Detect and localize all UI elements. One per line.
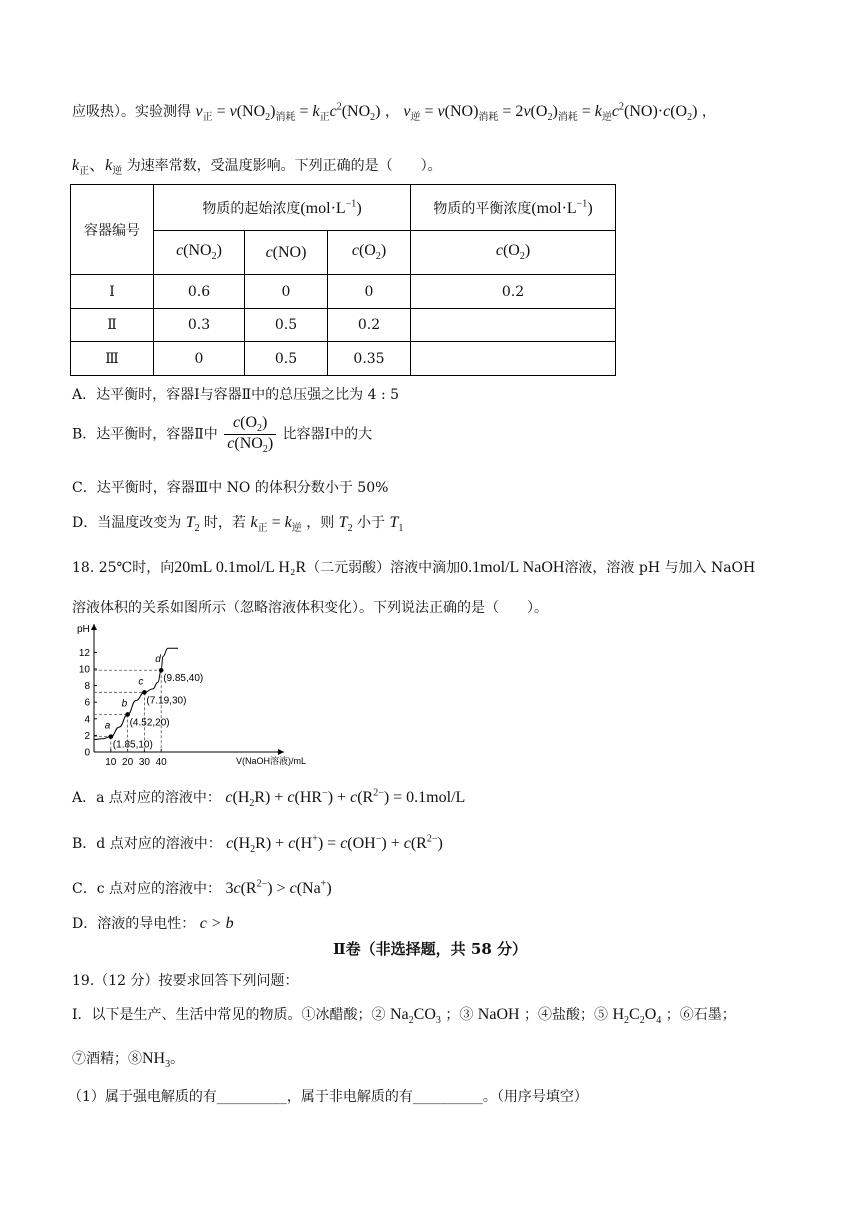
table-col-no2: $c(NO_2)$ — [154, 231, 245, 275]
point-letter-a: a — [104, 720, 111, 732]
table-row — [71, 342, 616, 376]
table-header-initial: 物质的起始浓度$(mol\cdot L^{-1})$ — [154, 185, 411, 231]
cell-o2: 0 — [328, 275, 411, 309]
q17-table — [70, 184, 616, 376]
y-tick-label: 8 — [84, 681, 90, 693]
q17-option-a: A．达平衡时，容器Ⅰ与容器Ⅱ中的总压强之比为 4 : 5 — [72, 387, 400, 403]
table-row — [71, 275, 616, 309]
y-axis-label: pH — [77, 624, 90, 635]
q18-line1: 18. 25℃时，向20mL 0.1mol/L H₂R（二元弱酸）溶液中滴加0.1mol/L NaOH溶液，溶液 pH 与加入 NaOH — [72, 559, 756, 576]
point-letter-d: d — [155, 654, 161, 666]
cell-o2: 0.2 — [328, 309, 411, 342]
cell-no2: 0.3 — [154, 309, 245, 342]
q19-title: 19.（12 分）按要求回答下列问题： — [72, 973, 299, 989]
point-coord-c: (7.19,30) — [146, 695, 187, 707]
data-point-a — [109, 734, 114, 739]
y-axis-arrow — [91, 624, 97, 630]
q17-stem: 为速率常数，受温度影响。下列正确的是（ ）。 — [126, 158, 442, 174]
cell-no2: 0 — [154, 342, 245, 376]
data-point-b — [125, 712, 130, 717]
table-col-o2: $c(O_2)$ — [328, 231, 411, 275]
data-point-d — [159, 668, 164, 673]
y-tick-label: 2 — [84, 730, 90, 742]
data-point-c — [142, 690, 147, 695]
q18-option-c: C．c 点对应的溶液中： $3c(R^{2-}) > c(Na^+)$ — [72, 878, 332, 897]
q19-part1-line2: ⑦酒精；$⑧NH_3$。 — [72, 1050, 185, 1071]
row-id: Ⅰ — [71, 275, 154, 309]
point-letter-c: c — [138, 676, 144, 688]
cell-eq: 0.2 — [411, 275, 616, 309]
cell-no2: 0.6 — [154, 275, 245, 309]
cell-eq — [411, 309, 616, 342]
q18-option-d: D．溶液的导电性： c > b — [72, 915, 234, 932]
q17-rate-constants: $k_正$、$k_逆$ — [72, 157, 123, 178]
y-tick-label: 0 — [84, 747, 90, 759]
point-coord-b: (4.52,20) — [129, 717, 170, 729]
ph-titration-chart — [70, 620, 350, 770]
q18-option-b: B．d 点对应的溶液中： $c(H_2R) + c(H^+) = c(OH^-) + c(R^{2-})$ — [72, 833, 443, 856]
q17-comma2: ， — [701, 104, 716, 120]
cell-eq — [411, 342, 616, 376]
q18-option-a: A．a 点对应的溶液中： $c(H_2R) + c(HR^-) + c(R^{2-}) = 0.1mol/L$ — [72, 787, 466, 810]
x-tick-label: 40 — [155, 757, 167, 768]
point-letter-b: b — [121, 698, 128, 710]
cell-no: 0.5 — [245, 342, 328, 376]
q19-sub1: （1）属于强电解质的有__________，属于非电解质的有__________。（用序号填空） — [68, 1089, 588, 1105]
cell-no: 0.5 — [245, 309, 328, 342]
table-col-no: c(NO) — [245, 231, 328, 275]
table-col-eq-o2: $c(O_2)$ — [411, 231, 616, 275]
point-coord-a: (1.85,10) — [112, 739, 153, 751]
point-coord-d: (9.85,40) — [163, 673, 204, 685]
q17-line2 — [72, 152, 442, 177]
x-tick-label: 20 — [122, 757, 134, 768]
x-tick-label: 30 — [138, 757, 150, 768]
y-tick-label: 10 — [78, 664, 90, 676]
q17-rate-forward: $v_正 = v(NO_2)_{消耗} = k_正c^2(NO_2)$ — [195, 101, 381, 124]
q17-line1-text: 应吸热）。实验测得 — [72, 104, 191, 120]
x-axis-label: V(NaOH溶液)/mL — [236, 756, 307, 766]
q17-option-d: D．当温度改变为 $T_2$ 时，若 $k_正 = k_逆$ ，则 $T_2$ 小于 $T_1$ — [72, 514, 404, 535]
q18-line2: 溶液体积的关系如图所示（忽略溶液体积变化）。下列说法正确的是（ ）。 — [72, 600, 548, 616]
q17-option-c: C．达平衡时，容器Ⅲ中 NO 的体积分数小于 50% — [72, 480, 389, 496]
q17-line1 — [72, 101, 716, 123]
y-tick-label: 4 — [84, 714, 90, 726]
cell-no: 0 — [245, 275, 328, 309]
table-row — [71, 309, 616, 342]
cell-o2: 0.35 — [328, 342, 411, 376]
row-id: Ⅲ — [71, 342, 154, 376]
q17-comma: ， — [384, 104, 399, 120]
y-tick-label: 6 — [84, 697, 90, 709]
table-header-container: 容器编号 — [71, 185, 154, 275]
q17-option-b: B．达平衡时，容器Ⅱ中 $\frac{c(O_2)}{c(NO_2)}$ 比容器Ⅰ中的大 — [72, 414, 373, 456]
q17-rate-reverse: $v_逆 = v(NO)_{消耗} = 2v(O_2)_{消耗} = k_逆c^2(NO)\cdot c(O_2)$ — [403, 101, 698, 124]
y-tick-label: 12 — [78, 647, 90, 659]
row-id: Ⅱ — [71, 309, 154, 342]
x-tick-label: 10 — [105, 757, 117, 768]
table-header-equilibrium: 物质的平衡浓度$(mol\cdot L^{-1})$ — [411, 185, 616, 231]
section-2-title: Ⅱ卷（非选择题，共 58 分） — [333, 940, 527, 958]
x-axis-arrow — [278, 749, 284, 755]
q19-part1: Ⅰ．以下是生产、生活中常见的物质。①冰醋酸；② $Na_2CO_3$ ；③ NaOH ；④盐酸；⑤ $H_2C_2O_4$ ；⑥石墨； — [72, 1006, 736, 1027]
q17-fraction: $\frac{c(O_2)}{c(NO_2)}$ — [224, 414, 276, 455]
